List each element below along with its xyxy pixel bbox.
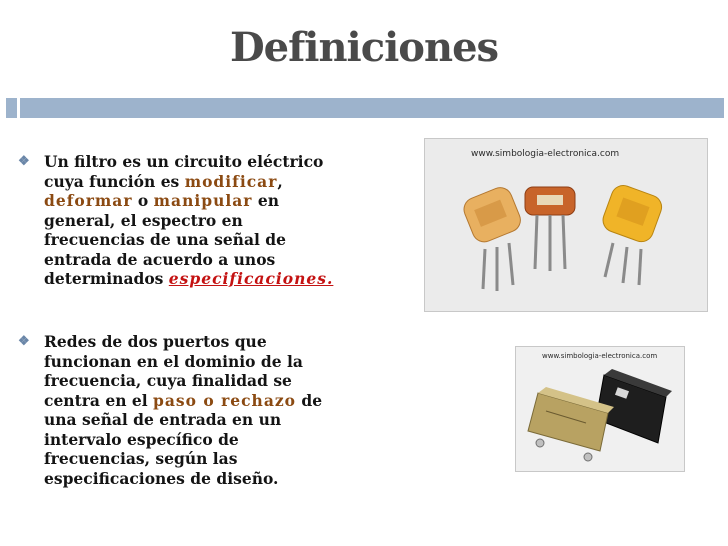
text-run: o: [132, 191, 154, 210]
highlight-modificar: modificar: [184, 171, 278, 191]
title-underline-bar: [20, 98, 724, 118]
text-run: Un filtro es un circuito eléctrico cuya función es: [44, 152, 324, 191]
diamond-bullet-icon: ❖: [18, 334, 30, 349]
title-underline-left: [6, 98, 17, 118]
highlight-deformar: deformar: [44, 191, 133, 210]
filter-components-photo: [424, 138, 708, 312]
text-run: de una señal de entrada en un intervalo específico de frecuencias, según las especificaciones de diseño.: [44, 390, 323, 488]
photo-caption: www.simbologia-electronica.com: [542, 352, 658, 360]
bullet-2-text: [44, 332, 322, 488]
metal-modules-illustration: [516, 347, 684, 471]
text-run: Redes de dos puertos que funcionan en el dominio de la frecuencia, cuya finalidad se centra en el: [44, 332, 303, 410]
bullet-1-text: [44, 152, 333, 288]
highlight-especificaciones: especificaciones.: [168, 269, 334, 288]
diamond-bullet-icon: ❖: [18, 154, 30, 169]
photo-caption: www.simbologia-electronica.com: [471, 149, 620, 159]
highlight-paso-o-rechazo: paso o rechazo: [153, 390, 297, 410]
ceramic-filters-illustration: [425, 139, 707, 311]
bullet-1: [18, 152, 344, 289]
filter-modules-photo: [515, 346, 685, 472]
highlight-manipular: manipular: [153, 191, 253, 210]
slide-title: Definiciones: [229, 24, 499, 71]
text-run: ,: [277, 171, 283, 191]
bullet-2: [18, 332, 344, 488]
text-run: en general, el espectro en frecuencias de una señal de entrada de acuerdo a unos determinados: [44, 191, 286, 288]
